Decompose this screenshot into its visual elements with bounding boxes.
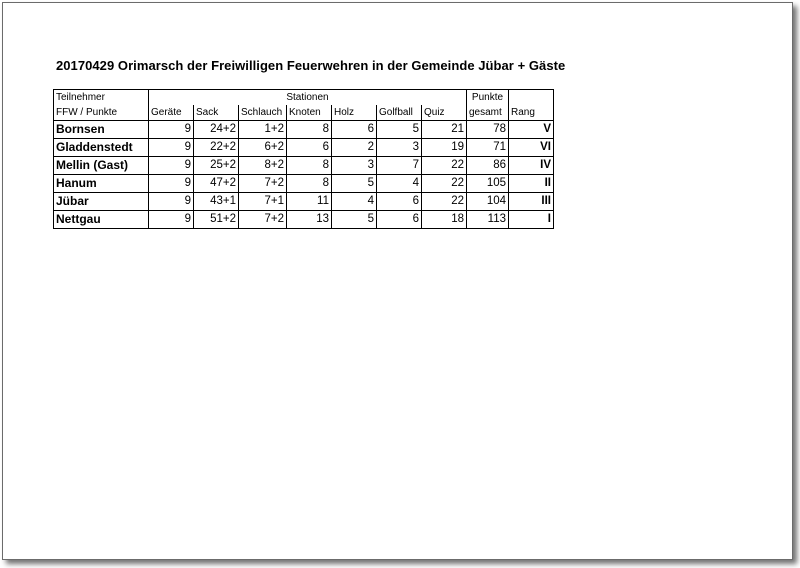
cell-holz: 4 (332, 193, 377, 211)
cell-knoten: 8 (287, 175, 332, 193)
cell-geraete: 9 (149, 175, 194, 193)
team-name: Hanum (54, 175, 149, 193)
header-col-quiz: Quiz (422, 105, 467, 121)
cell-rang: VI (509, 139, 554, 157)
cell-holz: 5 (332, 175, 377, 193)
cell-golfball: 5 (377, 121, 422, 139)
table-row (54, 121, 554, 139)
table-row (54, 139, 554, 157)
cell-quiz: 19 (422, 139, 467, 157)
header-col-sack: Sack (194, 105, 239, 121)
cell-rang: IV (509, 157, 554, 175)
cell-golfball: 6 (377, 211, 422, 229)
cell-sack: 24+2 (194, 121, 239, 139)
cell-gesamt: 86 (467, 157, 509, 175)
header-col-geraete: Geräte (149, 105, 194, 121)
cell-geraete: 9 (149, 157, 194, 175)
results-table (53, 89, 554, 229)
cell-gesamt: 105 (467, 175, 509, 193)
header-row-1 (54, 90, 554, 106)
cell-quiz: 21 (422, 121, 467, 139)
header-rang: Rang (509, 105, 554, 121)
cell-rang: V (509, 121, 554, 139)
cell-quiz: 18 (422, 211, 467, 229)
cell-schlauch: 7+2 (239, 175, 287, 193)
cell-geraete: 9 (149, 211, 194, 229)
cell-gesamt: 71 (467, 139, 509, 157)
cell-golfball: 6 (377, 193, 422, 211)
cell-knoten: 6 (287, 139, 332, 157)
team-name: Bornsen (54, 121, 149, 139)
header-col-golfball: Golfball (377, 105, 422, 121)
header-empty (509, 90, 554, 106)
header-ffw-punkte: FFW / Punkte (54, 105, 149, 121)
cell-holz: 5 (332, 211, 377, 229)
team-name: Mellin (Gast) (54, 157, 149, 175)
table-row (54, 175, 554, 193)
cell-sack: 22+2 (194, 139, 239, 157)
cell-sack: 43+1 (194, 193, 239, 211)
cell-geraete: 9 (149, 193, 194, 211)
header-col-knoten: Knoten (287, 105, 332, 121)
cell-sack: 25+2 (194, 157, 239, 175)
cell-golfball: 3 (377, 139, 422, 157)
cell-knoten: 13 (287, 211, 332, 229)
header-col-schlauch: Schlauch (239, 105, 287, 121)
cell-geraete: 9 (149, 139, 194, 157)
cell-rang: II (509, 175, 554, 193)
cell-knoten: 11 (287, 193, 332, 211)
cell-golfball: 4 (377, 175, 422, 193)
cell-quiz: 22 (422, 193, 467, 211)
cell-quiz: 22 (422, 175, 467, 193)
header-row-2 (54, 105, 554, 121)
table-row (54, 157, 554, 175)
header-col-holz: Holz (332, 105, 377, 121)
table-row (54, 211, 554, 229)
cell-schlauch: 7+2 (239, 211, 287, 229)
cell-gesamt: 113 (467, 211, 509, 229)
header-gesamt: gesamt (467, 105, 509, 121)
cell-rang: III (509, 193, 554, 211)
cell-geraete: 9 (149, 121, 194, 139)
cell-schlauch: 6+2 (239, 139, 287, 157)
cell-schlauch: 7+1 (239, 193, 287, 211)
header-punkte: Punkte (467, 90, 509, 106)
cell-sack: 47+2 (194, 175, 239, 193)
cell-rang: I (509, 211, 554, 229)
cell-quiz: 22 (422, 157, 467, 175)
header-stationen: Stationen (149, 90, 467, 106)
cell-golfball: 7 (377, 157, 422, 175)
header-teilnehmer: Teilnehmer (54, 90, 149, 106)
cell-holz: 2 (332, 139, 377, 157)
team-name: Nettgau (54, 211, 149, 229)
cell-schlauch: 8+2 (239, 157, 287, 175)
team-name: Gladdenstedt (54, 139, 149, 157)
cell-holz: 6 (332, 121, 377, 139)
team-name: Jübar (54, 193, 149, 211)
document-page (2, 2, 793, 560)
cell-knoten: 8 (287, 121, 332, 139)
cell-schlauch: 1+2 (239, 121, 287, 139)
cell-sack: 51+2 (194, 211, 239, 229)
document-title: 20170429 Orimarsch der Freiwilligen Feuerwehren in der Gemeinde Jübar + Gäste (56, 58, 566, 73)
cell-gesamt: 78 (467, 121, 509, 139)
cell-knoten: 8 (287, 157, 332, 175)
cell-holz: 3 (332, 157, 377, 175)
cell-gesamt: 104 (467, 193, 509, 211)
table-row (54, 193, 554, 211)
